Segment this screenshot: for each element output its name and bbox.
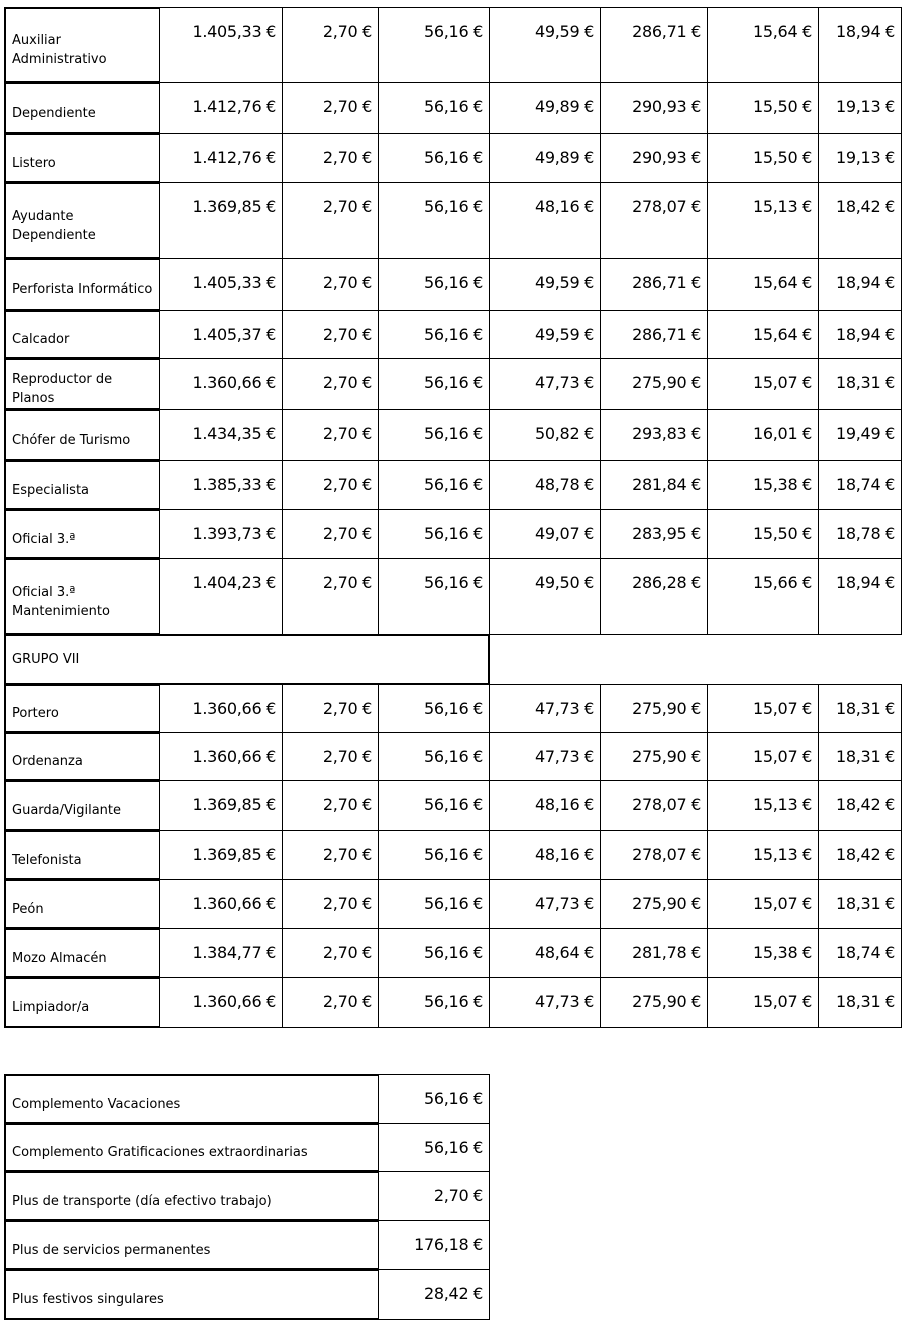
amount-cell: 278,07 € [600, 830, 708, 880]
amount-cell: 18,31 € [818, 879, 902, 929]
amount-cell: 56,16 € [378, 558, 490, 635]
amount-cell: 56,16 € [378, 133, 490, 183]
amount-cell: 15,38 € [707, 460, 819, 510]
amount-cell: 56,16 € [378, 977, 490, 1028]
amount-cell: 275,90 € [600, 732, 708, 781]
row-label: Oficial 3.ª [4, 509, 160, 559]
row-label: Mozo Almacén [4, 928, 160, 978]
row-label: Listero [4, 133, 160, 183]
amount-cell: 18,42 € [818, 780, 902, 831]
amount-cell: 15,64 € [707, 310, 819, 359]
amount-cell: 1.412,76 € [159, 133, 283, 183]
amount-cell: 1.369,85 € [159, 182, 283, 259]
amount-cell: 275,90 € [600, 879, 708, 929]
amount-cell: 281,84 € [600, 460, 708, 510]
amount-cell: 47,73 € [489, 358, 601, 410]
amount-cell: 56,16 € [378, 82, 490, 134]
supplement-label: Complemento Vacaciones [4, 1074, 379, 1124]
amount-cell: 18,78 € [818, 509, 902, 559]
amount-cell: 18,74 € [818, 460, 902, 510]
group-header: GRUPO VII [4, 634, 490, 685]
amount-cell: 56,16 € [378, 358, 490, 410]
row-label: Guarda/Vigilante [4, 780, 160, 831]
amount-cell: 56,16 € [378, 879, 490, 929]
amount-cell: 18,31 € [818, 358, 902, 410]
amount-cell: 56,16 € [378, 928, 490, 978]
amount-cell: 15,64 € [707, 7, 819, 83]
amount-cell: 18,94 € [818, 310, 902, 359]
supplement-amount: 56,16 € [378, 1123, 490, 1172]
amount-cell: 2,70 € [282, 82, 379, 134]
supplement-label: Complemento Gratificaciones extraordinarias [4, 1123, 379, 1172]
amount-cell: 2,70 € [282, 684, 379, 733]
amount-cell: 15,13 € [707, 780, 819, 831]
row-label: Perforista Informático [4, 258, 160, 311]
amount-cell: 290,93 € [600, 82, 708, 134]
supplement-amount: 28,42 € [378, 1269, 490, 1320]
row-label: Peón [4, 879, 160, 929]
amount-cell: 48,16 € [489, 830, 601, 880]
amount-cell: 16,01 € [707, 409, 819, 461]
amount-cell: 2,70 € [282, 732, 379, 781]
amount-cell: 1.360,66 € [159, 358, 283, 410]
amount-cell: 1.404,23 € [159, 558, 283, 635]
amount-cell: 56,16 € [378, 732, 490, 781]
amount-cell: 56,16 € [378, 409, 490, 461]
amount-cell: 1.405,37 € [159, 310, 283, 359]
amount-cell: 15,50 € [707, 82, 819, 134]
amount-cell: 275,90 € [600, 977, 708, 1028]
row-label: Ayudante Dependiente [4, 182, 160, 259]
amount-cell: 18,42 € [818, 182, 902, 259]
amount-cell: 18,31 € [818, 977, 902, 1028]
amount-cell: 2,70 € [282, 358, 379, 410]
amount-cell: 2,70 € [282, 258, 379, 311]
amount-cell: 48,64 € [489, 928, 601, 978]
amount-cell: 18,31 € [818, 684, 902, 733]
amount-cell: 1.369,85 € [159, 830, 283, 880]
amount-cell: 48,16 € [489, 780, 601, 831]
amount-cell: 1.405,33 € [159, 258, 283, 311]
amount-cell: 1.360,66 € [159, 732, 283, 781]
amount-cell: 49,59 € [489, 310, 601, 359]
supplement-label: Plus de transporte (día efectivo trabajo) [4, 1171, 379, 1221]
amount-cell: 47,73 € [489, 684, 601, 733]
amount-cell: 1.434,35 € [159, 409, 283, 461]
amount-cell: 275,90 € [600, 684, 708, 733]
amount-cell: 1.384,77 € [159, 928, 283, 978]
row-label: Especialista [4, 460, 160, 510]
row-label: Calcador [4, 310, 160, 359]
amount-cell: 286,71 € [600, 7, 708, 83]
amount-cell: 286,28 € [600, 558, 708, 635]
amount-cell: 2,70 € [282, 780, 379, 831]
row-label: Dependiente [4, 82, 160, 134]
amount-cell: 275,90 € [600, 358, 708, 410]
amount-cell: 2,70 € [282, 509, 379, 559]
amount-cell: 18,31 € [818, 732, 902, 781]
amount-cell: 1.405,33 € [159, 7, 283, 83]
amount-cell: 48,78 € [489, 460, 601, 510]
amount-cell: 1.385,33 € [159, 460, 283, 510]
row-label: Oficial 3.ª Mantenimiento [4, 558, 160, 635]
amount-cell: 286,71 € [600, 310, 708, 359]
amount-cell: 15,07 € [707, 732, 819, 781]
amount-cell: 56,16 € [378, 310, 490, 359]
row-label: Auxiliar Administrativo [4, 7, 160, 83]
amount-cell: 15,13 € [707, 830, 819, 880]
amount-cell: 49,59 € [489, 7, 601, 83]
amount-cell: 56,16 € [378, 7, 490, 83]
amount-cell: 15,07 € [707, 879, 819, 929]
amount-cell: 18,94 € [818, 7, 902, 83]
amount-cell: 290,93 € [600, 133, 708, 183]
row-label: Reproductor de Planos [4, 358, 160, 410]
amount-cell: 56,16 € [378, 830, 490, 880]
amount-cell: 2,70 € [282, 928, 379, 978]
amount-cell: 56,16 € [378, 258, 490, 311]
amount-cell: 49,07 € [489, 509, 601, 559]
amount-cell: 56,16 € [378, 509, 490, 559]
amount-cell: 2,70 € [282, 558, 379, 635]
amount-cell: 49,50 € [489, 558, 601, 635]
amount-cell: 15,64 € [707, 258, 819, 311]
amount-cell: 48,16 € [489, 182, 601, 259]
amount-cell: 281,78 € [600, 928, 708, 978]
amount-cell: 49,89 € [489, 82, 601, 134]
amount-cell: 50,82 € [489, 409, 601, 461]
amount-cell: 1.360,66 € [159, 684, 283, 733]
amount-cell: 56,16 € [378, 460, 490, 510]
amount-cell: 18,74 € [818, 928, 902, 978]
amount-cell: 15,07 € [707, 977, 819, 1028]
supplement-amount: 176,18 € [378, 1220, 490, 1270]
amount-cell: 18,42 € [818, 830, 902, 880]
amount-cell: 15,50 € [707, 133, 819, 183]
amount-cell: 2,70 € [282, 7, 379, 83]
amount-cell: 18,94 € [818, 258, 902, 311]
amount-cell: 293,83 € [600, 409, 708, 461]
supplement-label: Plus de servicios permanentes [4, 1220, 379, 1270]
amount-cell: 47,73 € [489, 879, 601, 929]
amount-cell: 47,73 € [489, 977, 601, 1028]
amount-cell: 15,07 € [707, 684, 819, 733]
supplement-amount: 56,16 € [378, 1074, 490, 1124]
amount-cell: 283,95 € [600, 509, 708, 559]
row-label: Ordenanza [4, 732, 160, 781]
amount-cell: 278,07 € [600, 780, 708, 831]
amount-cell: 19,13 € [818, 82, 902, 134]
amount-cell: 2,70 € [282, 182, 379, 259]
row-label: Telefonista [4, 830, 160, 880]
amount-cell: 49,89 € [489, 133, 601, 183]
row-label: Limpiador/a [4, 977, 160, 1028]
amount-cell: 15,38 € [707, 928, 819, 978]
supplement-amount: 2,70 € [378, 1171, 490, 1221]
amount-cell: 56,16 € [378, 684, 490, 733]
amount-cell: 15,07 € [707, 358, 819, 410]
supplement-label: Plus festivos singulares [4, 1269, 379, 1320]
amount-cell: 286,71 € [600, 258, 708, 311]
amount-cell: 2,70 € [282, 409, 379, 461]
amount-cell: 19,49 € [818, 409, 902, 461]
amount-cell: 1.369,85 € [159, 780, 283, 831]
amount-cell: 47,73 € [489, 732, 601, 781]
amount-cell: 56,16 € [378, 780, 490, 831]
row-label: Chófer de Turismo [4, 409, 160, 461]
amount-cell: 15,50 € [707, 509, 819, 559]
amount-cell: 1.360,66 € [159, 977, 283, 1028]
amount-cell: 278,07 € [600, 182, 708, 259]
amount-cell: 49,59 € [489, 258, 601, 311]
amount-cell: 2,70 € [282, 460, 379, 510]
amount-cell: 18,94 € [818, 558, 902, 635]
amount-cell: 2,70 € [282, 830, 379, 880]
amount-cell: 15,13 € [707, 182, 819, 259]
amount-cell: 2,70 € [282, 133, 379, 183]
amount-cell: 2,70 € [282, 879, 379, 929]
amount-cell: 2,70 € [282, 977, 379, 1028]
amount-cell: 19,13 € [818, 133, 902, 183]
amount-cell: 56,16 € [378, 182, 490, 259]
amount-cell: 15,66 € [707, 558, 819, 635]
amount-cell: 2,70 € [282, 310, 379, 359]
amount-cell: 1.360,66 € [159, 879, 283, 929]
amount-cell: 1.412,76 € [159, 82, 283, 134]
amount-cell: 1.393,73 € [159, 509, 283, 559]
row-label: Portero [4, 684, 160, 733]
